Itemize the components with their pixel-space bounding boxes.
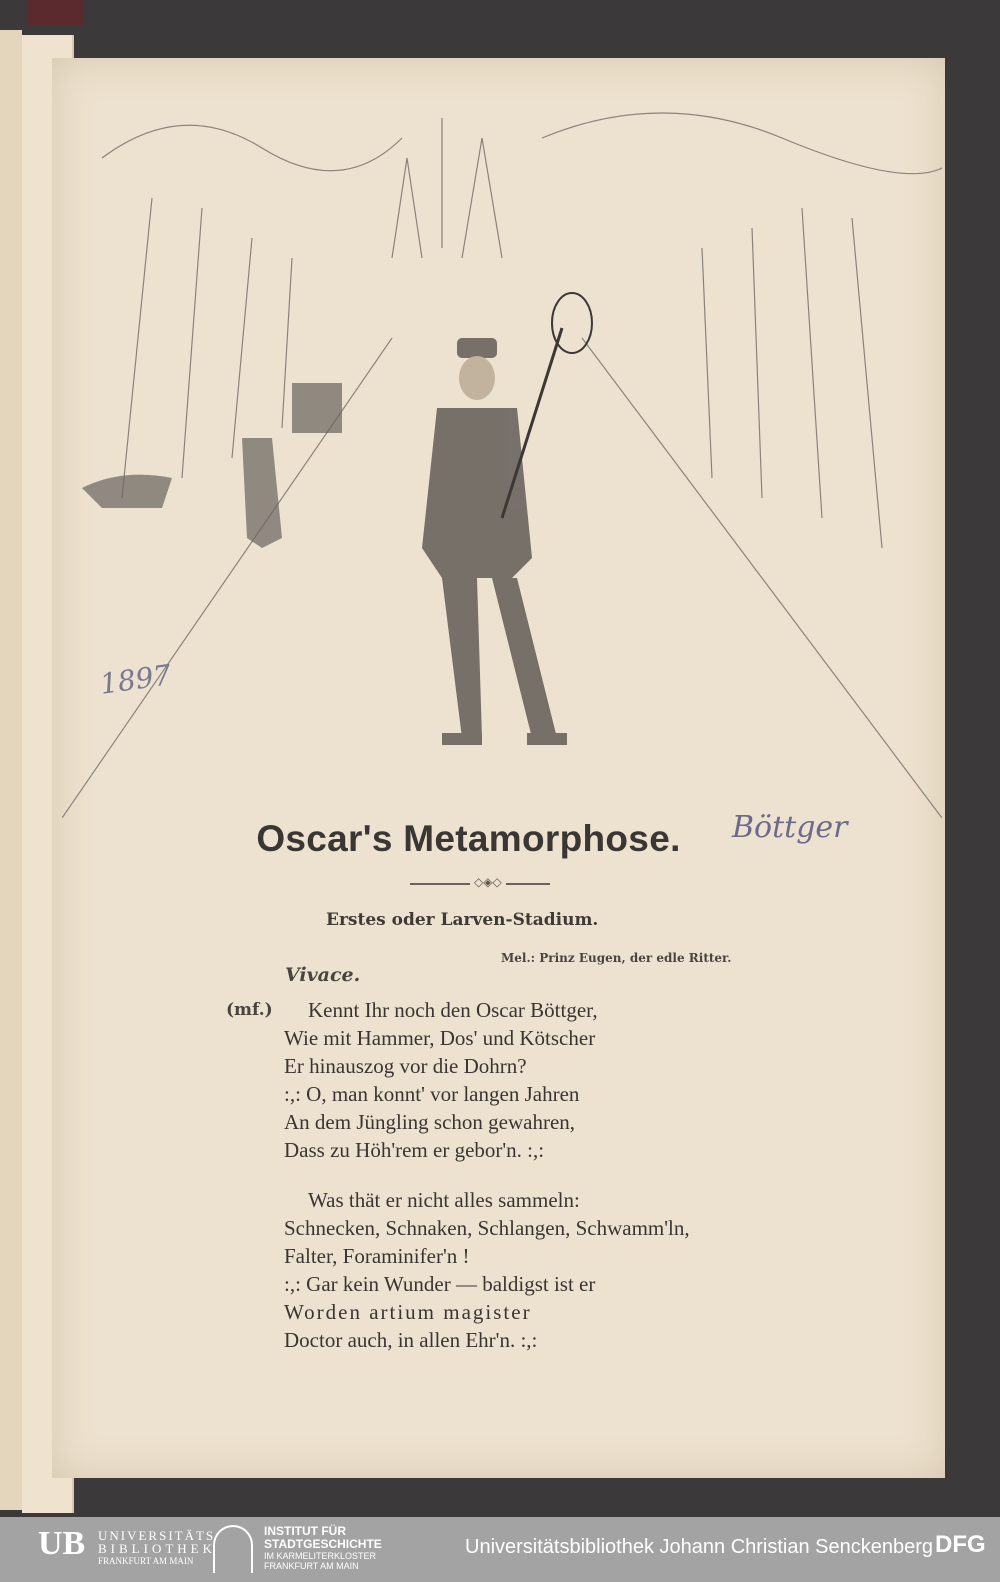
poem-line: Dass zu Höh'rem er gebor'n. :,: <box>284 1138 545 1162</box>
institut-logo-text[interactable]: INSTITUT FÜR STADTGESCHICHTE IM KARMELITERKLOSTER FRANKFURT AM MAIN <box>264 1524 382 1571</box>
ornament-icon: ◇◈◇ <box>470 875 506 889</box>
book-spine <box>28 0 84 25</box>
poem-line: Wie mit Hammer, Dos' und Kötscher <box>284 1026 596 1050</box>
poem-line: :,: Gar kein Wunder — baldigst ist er <box>284 1272 596 1296</box>
scanned-page <box>52 58 945 1478</box>
ub-logo-text: UNIVERSITÄTS BIBLIOTHEK FRANKFURT AM MAIN <box>98 1528 216 1566</box>
ub-logo[interactable]: UB <box>38 1525 86 1562</box>
dfg-logo[interactable]: DFG <box>935 1531 986 1558</box>
poem-line: Falter, Foraminifer'n ! <box>284 1244 470 1268</box>
tempo-marking: Vivace. <box>285 964 361 986</box>
street-illustration <box>62 78 942 818</box>
footer-bar <box>0 1517 1000 1582</box>
page-title: Oscar's Metamorphose. <box>256 818 681 859</box>
poem <box>284 996 690 1354</box>
poem-line: Kennt Ihr noch den Oscar Böttger, <box>308 998 598 1022</box>
melody-note: Mel.: Prinz Eugen, der edle Ritter. <box>501 951 732 965</box>
library-name[interactable]: Universitätsbibliothek Johann Christian Senckenberg <box>465 1536 934 1558</box>
dynamic-marking: (mf.) <box>226 1000 273 1020</box>
poem-line: Er hinauszog vor die Dohrn? <box>284 1054 527 1078</box>
poem-line: An dem Jüngling schon gewahren, <box>284 1110 576 1134</box>
poem-line: :,: O, man konnt' vor langen Jahren <box>284 1082 580 1106</box>
poem-line: Schnecken, Schnaken, Schlangen, Schwamm'ln, <box>284 1216 690 1240</box>
subtitle: Erstes oder Larven-Stadium. <box>326 910 599 930</box>
handwritten-name: Böttger <box>732 810 848 845</box>
poem-line: Doctor auch, in allen Ehr'n. :,: <box>284 1328 538 1352</box>
handwritten-year: 1897 <box>98 658 174 701</box>
book-edge <box>0 30 22 1510</box>
poem-line: Worden artium magister <box>284 1300 532 1324</box>
institut-logo-icon <box>213 1525 253 1573</box>
poem-line: Was thät er nicht alles sammeln: <box>308 1188 580 1212</box>
